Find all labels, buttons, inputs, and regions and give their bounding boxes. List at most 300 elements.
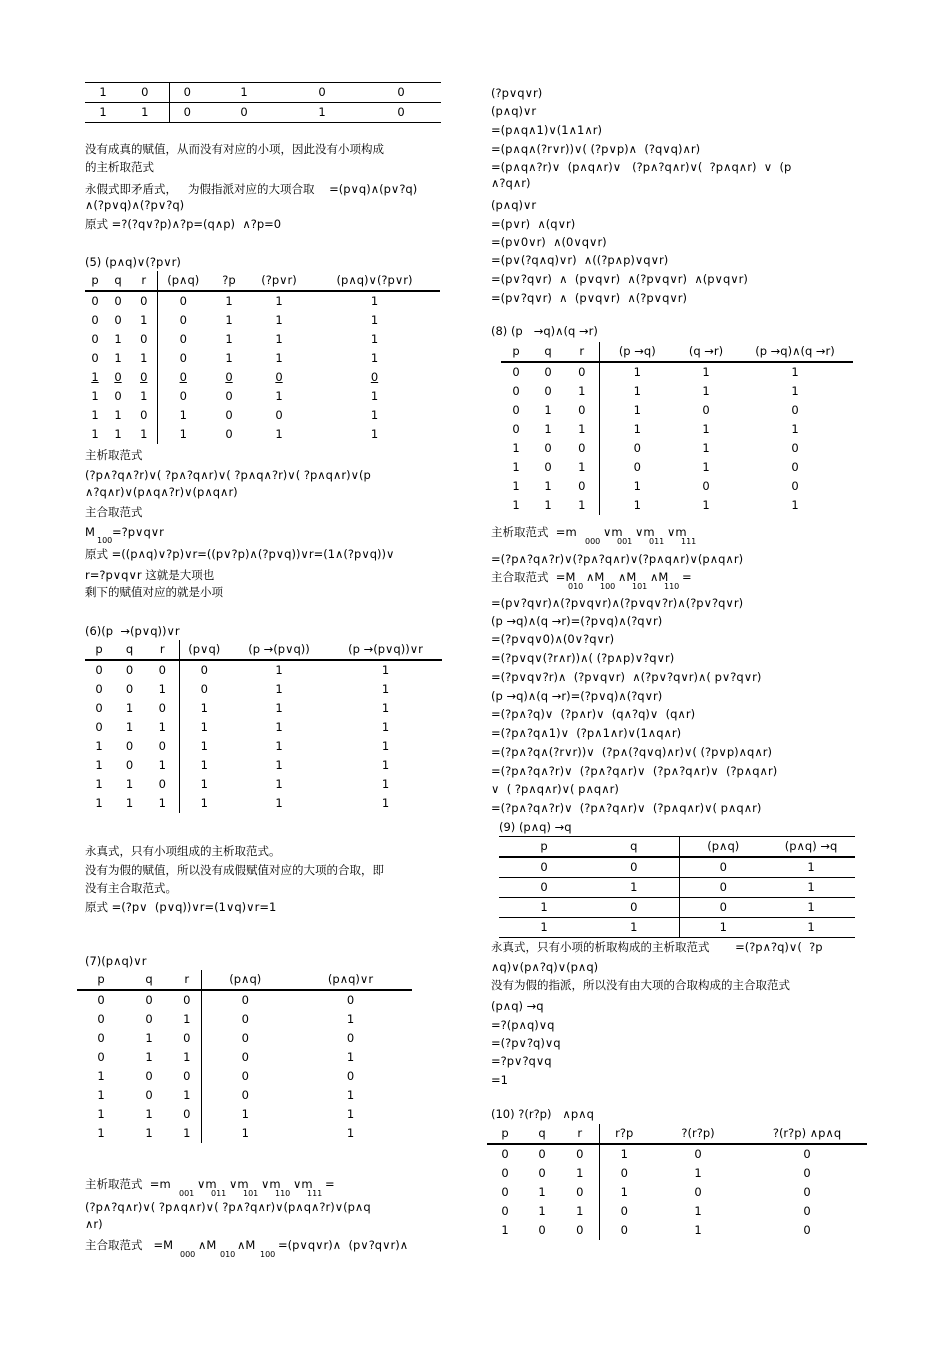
truth-table-8 [501, 342, 853, 515]
text-line: (?p∧?q∧?r)∨( ?p∧?q∧r)∨( ?p∧q∧?r)∨( ?p∧q∧r)∨(p [85, 468, 371, 482]
table-cell: 0 [599, 458, 675, 477]
table-cell: 1 [225, 313, 233, 327]
table-cell: 0 [157, 368, 209, 387]
table-row [85, 406, 440, 425]
table-cell: 0 [499, 857, 589, 878]
table-row [77, 1048, 412, 1067]
table-row [501, 401, 853, 420]
table-cell: 1 [275, 682, 283, 696]
table-row [499, 878, 855, 898]
table-cell: p [85, 271, 105, 291]
table-cell: 1 [346, 1126, 355, 1140]
table-cell: 0 [114, 294, 122, 308]
table-cell: 1 [179, 794, 229, 813]
table-cell: 1 [85, 103, 121, 123]
table-cell: 1 [599, 420, 675, 439]
text-line: =(p∧q∧?r)∨ (p∧q∧r)∨ (?p∧?q∧r)∨( ?p∧q∧r) ∨ (p [491, 160, 792, 174]
table-cell: 1 [767, 898, 855, 918]
table-cell: 0 [114, 370, 122, 384]
text-line: (p∧q)∨r [491, 104, 537, 118]
table-cell: 0 [97, 993, 105, 1007]
table-row [85, 737, 442, 756]
table-cell: 0 [512, 403, 520, 417]
subscript: 100 [260, 1250, 276, 1259]
table-cell: 1 [544, 479, 552, 493]
table-cell: 0 [179, 660, 229, 680]
table-cell: r [173, 970, 201, 990]
table-cell: 1 [275, 332, 283, 346]
table-cell: 0 [578, 365, 586, 379]
table-cell: 1 [381, 663, 390, 677]
table-cell: (q →r) [675, 342, 737, 362]
table-cell: (p →q) [599, 342, 675, 362]
table-cell: 0 [157, 311, 209, 330]
table-cell: 0 [544, 441, 552, 455]
table-cell: 1 [589, 878, 679, 898]
table-cell: 1 [589, 918, 679, 938]
table-cell: 1 [179, 737, 229, 756]
table-cell: 1 [370, 389, 379, 403]
table-cell: 1 [275, 427, 283, 441]
table-cell: 1 [702, 460, 710, 474]
table-cell: 1 [205, 83, 283, 103]
table-cell: 1 [694, 1223, 702, 1237]
table-cell: 1 [370, 427, 379, 441]
text-line: =(?p∨q∨(?r∧r))∧( (?p∧p)∨?q∨r) [491, 651, 675, 665]
table-cell: 1 [183, 1050, 191, 1064]
text-line: ∨m [293, 1177, 313, 1191]
table-cell: 0 [544, 365, 552, 379]
table-cell: 0 [158, 777, 166, 791]
table-9-title: (9) (p∧q) →q [499, 820, 572, 834]
table-cell: 0 [702, 479, 710, 493]
table-cell: 1 [275, 720, 283, 734]
table-cell: 0 [499, 878, 589, 898]
text-line: 没有为假的指派，所以没有由大项的合取构成的主合取范式 [491, 978, 790, 992]
table-cell: 1 [125, 701, 134, 715]
table-cell: p [77, 970, 125, 990]
table-cell: 1 [183, 1126, 191, 1140]
table-cell: 0 [140, 294, 148, 308]
table-cell: 0 [169, 103, 205, 123]
table-cell: 1 [370, 294, 379, 308]
table-cell: 1 [91, 408, 99, 422]
table-cell: 1 [370, 313, 379, 327]
table-6-title: (6)(p →(p∨q))∨r [85, 624, 180, 638]
table-cell: 1 [702, 498, 710, 512]
text-line: =(?p∧?q∧(?r∨r))∨ (?p∧(?q∨q)∧r)∨( (?p∨p)∧q∧r) [491, 745, 772, 759]
table-row [77, 1010, 412, 1029]
table-row [85, 718, 442, 737]
table-cell: 1 [95, 758, 103, 772]
truth-table-7 [77, 970, 412, 1143]
text-line: =(?p∧?q∧?r)∨ (?p∧?q∧r)∨ (?p∧q∧r)∨( p∧q∧r) [491, 801, 762, 815]
table-cell: 1 [125, 720, 134, 734]
table-header-row [77, 970, 412, 990]
truth-table-5 [85, 271, 440, 444]
table-cell: q [531, 342, 565, 362]
text-line: (p∧q) →q [491, 999, 544, 1013]
table-cell: 1 [694, 1204, 702, 1218]
table-cell: 1 [158, 720, 166, 734]
text-line: =(p∨r) ∧(q∨r) [491, 217, 576, 231]
table-cell: (p →(p∨q))∨r [329, 640, 442, 660]
table-cell: 0 [599, 1164, 649, 1183]
text-line: ∧?q∧r) [491, 176, 531, 190]
table-cell: 0 [201, 1067, 289, 1086]
table-cell: (p∧q)∨(?p∨r) [309, 271, 440, 291]
table-cell: 1 [125, 796, 134, 810]
text-line: ∨m [603, 525, 623, 539]
table-cell: 1 [512, 460, 520, 474]
table-cell: 0 [589, 857, 679, 878]
table-cell: 0 [91, 294, 99, 308]
table-cell: 0 [157, 387, 209, 406]
table-row [501, 496, 853, 515]
truth-table-10 [487, 1124, 867, 1240]
table-cell: 0 [158, 739, 166, 753]
table-cell: 1 [97, 1088, 105, 1102]
text-line: =?(p∧q)∨q [491, 1018, 555, 1032]
table-cell: 0 [179, 680, 229, 699]
table-cell: 1 [381, 701, 390, 715]
table-row [487, 1221, 867, 1240]
table-cell: ?p [209, 271, 249, 291]
table-row [487, 1144, 867, 1164]
text-line: =(p∧q∧(?r∨r))∨( (?p∨p)∧ (?q∨q)∧r) [491, 142, 701, 156]
table-row [77, 1029, 412, 1048]
table-cell: 1 [346, 1050, 355, 1064]
text-line: 没有主合取范式。 [85, 881, 177, 895]
text-line: ∧M [650, 570, 669, 584]
table-cell: 1 [544, 422, 552, 436]
table-cell: 0 [95, 720, 103, 734]
subscript: 111 [681, 537, 697, 546]
table-cell: 1 [275, 701, 283, 715]
table-cell: 0 [803, 1223, 811, 1237]
table-cell: 1 [702, 384, 710, 398]
subscript: 100 [600, 582, 616, 591]
table-cell: 1 [91, 389, 99, 403]
table-cell: 0 [97, 1031, 105, 1045]
table-cell: r [561, 1124, 599, 1144]
table-cell: 1 [381, 758, 390, 772]
table-cell: 0 [576, 1223, 584, 1237]
table-cell: 0 [538, 1147, 546, 1161]
text-line: =(p∨?q∨r) ∧ (p∨q∨r) ∧(?p∨q∨r) ∧(p∨q∨r) [491, 272, 748, 286]
table-cell: 1 [702, 441, 710, 455]
text-line: ∧M [237, 1238, 256, 1252]
table-cell: 0 [145, 1012, 153, 1026]
text-line: =(p∨(?q∧q)∨r) ∧((?p∧p)∨q∨r) [491, 253, 669, 267]
table-cell: 1 [381, 777, 390, 791]
table-row [85, 699, 442, 718]
table-row [85, 349, 440, 368]
table-header-row [85, 640, 442, 660]
table-cell: 0 [158, 663, 166, 677]
table-cell: 1 [599, 362, 675, 382]
table-cell: 0 [121, 83, 169, 103]
subscript: 011 [649, 537, 665, 546]
table-cell: 0 [512, 365, 520, 379]
table-cell: 0 [201, 1029, 289, 1048]
table-cell: 1 [791, 422, 799, 436]
table-cell: 0 [791, 441, 799, 455]
table-cell: 1 [576, 1166, 584, 1180]
table-row [77, 1124, 412, 1143]
text-line: 原式 =((p∧q)∨?p)∨r=((p∨?p)∧(?p∨q))∨r=(1∧(?p∨q))∨ [85, 547, 395, 561]
table-cell: 1 [114, 351, 122, 365]
table-cell: 1 [114, 408, 122, 422]
text-line: ∨ ( ?p∧q∧r)∨( p∧q∧r) [491, 782, 619, 796]
text-line: =(?p∨q∨0)∧(0∨?q∨r) [491, 632, 615, 646]
table-cell: 0 [679, 857, 767, 878]
table-cell: 0 [544, 460, 552, 474]
subscript: 001 [617, 537, 633, 546]
table-row [501, 439, 853, 458]
table-cell: 1 [225, 351, 233, 365]
table-cell: 0 [346, 993, 355, 1007]
table-cell: 0 [114, 389, 122, 403]
text-line: ∧M [618, 570, 637, 584]
truth-table-9 [499, 836, 855, 938]
table-cell: 0 [125, 663, 134, 677]
text-line: =(p∨0∨r) ∧(0∨q∨r) [491, 235, 607, 249]
text-line: =(?p∧?q∧1)∨ (?p∧1∧r)∨(1∧q∧r) [491, 726, 682, 740]
table-cell: 0 [702, 403, 710, 417]
table-cell: 0 [501, 1147, 509, 1161]
subscript: 001 [179, 1189, 195, 1198]
table-cell: 1 [183, 1088, 191, 1102]
text-line: ∨m [261, 1177, 281, 1191]
table-header-row [85, 271, 440, 291]
subscript: 101 [243, 1189, 259, 1198]
table-cell: q [113, 640, 146, 660]
table-row [85, 83, 441, 103]
text-line: ∧M [586, 570, 605, 584]
table-cell: 0 [501, 1204, 509, 1218]
table-cell: 0 [91, 313, 99, 327]
table-cell: (p∧q) [157, 271, 209, 291]
table-cell: 1 [145, 1126, 153, 1140]
subscript: 011 [211, 1189, 227, 1198]
table-8-title: (8) (p →q)∧(q →r) [491, 324, 598, 338]
table-cell: 1 [225, 294, 233, 308]
table-cell: 0 [544, 384, 552, 398]
table-cell: 0 [599, 1221, 649, 1240]
table-cell: 1 [501, 1223, 509, 1237]
text-line: 主析取范式 [85, 448, 143, 462]
table-cell: (p∧q) →q [767, 837, 855, 858]
table-cell: 0 [95, 682, 103, 696]
table-cell: 1 [179, 775, 229, 794]
table-cell: 1 [275, 758, 283, 772]
table-cell: 1 [158, 682, 166, 696]
table-cell: 0 [183, 993, 191, 1007]
table-cell: 1 [158, 758, 166, 772]
table-cell: 0 [169, 83, 205, 103]
subscript: 110 [275, 1189, 291, 1198]
text-line: 没有成真的赋值，从而没有对应的小项，因此没有小项构成 [85, 142, 384, 156]
text-line: 没有为假的赋值，所以没有成假赋值对应的大项的合取，即 [85, 863, 384, 877]
table-row [501, 362, 853, 382]
table-header-row [487, 1124, 867, 1144]
table-cell: 1 [140, 389, 148, 403]
table-cell: q [105, 271, 131, 291]
table-cell: 1 [599, 401, 675, 420]
table-cell: 1 [95, 796, 103, 810]
table-cell: 0 [589, 898, 679, 918]
table-cell: 0 [346, 1031, 355, 1045]
table-cell: 1 [578, 422, 586, 436]
table-cell: 0 [145, 1069, 153, 1083]
text-line: r=?p∨q∨r 这就是大项也 [85, 568, 215, 582]
table-cell: 1 [576, 1204, 584, 1218]
table-cell: 1 [275, 351, 283, 365]
table-cell: 1 [512, 498, 520, 512]
table-row [85, 330, 440, 349]
table-cell: 1 [145, 1050, 153, 1064]
text-line: =(?p∨?q)∨q [491, 1036, 561, 1050]
table-cell: (p∨q) [179, 640, 229, 660]
table-cell: 0 [201, 1048, 289, 1067]
table-row [85, 425, 440, 444]
table-cell: r [565, 342, 599, 362]
table-cell: p [85, 640, 113, 660]
table-row [501, 477, 853, 496]
table-row [499, 898, 855, 918]
table-cell: 0 [157, 291, 209, 311]
table-cell: 1 [791, 384, 799, 398]
table-cell: 1 [179, 756, 229, 775]
table-cell: 1 [346, 1088, 355, 1102]
text-line: M [85, 525, 95, 539]
table-cell: 0 [576, 1185, 584, 1199]
subscript: 010 [220, 1250, 236, 1259]
text-line: ∨m [197, 1177, 217, 1191]
table-row [77, 1067, 412, 1086]
table-cell: 0 [501, 1166, 509, 1180]
table-cell: q [523, 1124, 561, 1144]
table-cell: 0 [205, 103, 283, 123]
table-cell: 1 [97, 1069, 105, 1083]
text-line: 原式 =(?p∨ (p∨q))∨r=(1∨q)∨r=1 [85, 900, 277, 914]
text-line: =?p∨q∨r [112, 525, 164, 539]
table-cell: 0 [538, 1223, 546, 1237]
table-cell: 1 [512, 479, 520, 493]
table-cell: 0 [694, 1147, 702, 1161]
table-cell: 1 [599, 1144, 649, 1164]
text-line: 主析取范式 =m [85, 1177, 171, 1191]
table-cell: 1 [140, 427, 148, 441]
text-line: =?p∨?q∨q [491, 1054, 552, 1068]
table-cell: 1 [275, 313, 283, 327]
table-cell: (p∧q) [679, 837, 767, 858]
table-cell: 0 [225, 370, 233, 384]
table-cell: 1 [381, 682, 390, 696]
table-cell: 1 [544, 498, 552, 512]
table-cell: p [487, 1124, 523, 1144]
table-cell: 0 [803, 1204, 811, 1218]
table-cell: 1 [201, 1124, 289, 1143]
table-cell: 1 [114, 332, 122, 346]
table-cell: 1 [791, 365, 799, 379]
table-cell: 1 [183, 1012, 191, 1026]
text-line: ∧q)∨(p∧?q)∨(p∧q) [491, 960, 599, 974]
table-cell: 0 [157, 349, 209, 368]
table-cell: 1 [679, 918, 767, 938]
table-cell: 1 [95, 739, 103, 753]
text-line: =(p∨?q∨r)∧(?p∨q∨r)∧(?p∨q∨?r)∧(?p∨?q∨r) [491, 596, 744, 610]
table-cell: 0 [97, 1050, 105, 1064]
table-row [85, 387, 440, 406]
table-cell: 1 [578, 498, 586, 512]
table-cell: 1 [275, 777, 283, 791]
table-cell: 0 [201, 1010, 289, 1029]
table-cell: 1 [346, 1107, 355, 1121]
table-cell: 1 [157, 425, 209, 444]
text-line: ∧(?p∨q)∧(?p∨?q) [85, 198, 185, 212]
table-cell: 0 [183, 1069, 191, 1083]
table-cell: 0 [791, 479, 799, 493]
table-row [501, 382, 853, 401]
table-cell: 1 [767, 857, 855, 878]
table-cell: 0 [275, 370, 283, 384]
table-cell: 1 [694, 1166, 702, 1180]
table-7-title: (7)(p∧q)∨r [85, 954, 147, 968]
table-cell: 0 [125, 682, 134, 696]
text-line: 主合取范式 [85, 505, 143, 519]
table-cell: 1 [275, 796, 283, 810]
table-cell: 1 [158, 796, 166, 810]
table-cell: 1 [381, 720, 390, 734]
table-cell: 1 [275, 739, 283, 753]
table-cell: 1 [767, 878, 855, 898]
table-cell: 1 [125, 777, 134, 791]
table-row [487, 1202, 867, 1221]
table-cell: 0 [183, 1107, 191, 1121]
table-cell: 0 [95, 701, 103, 715]
text-line: ∧M [198, 1238, 217, 1252]
table-row [85, 775, 442, 794]
table-cell: 0 [599, 1202, 649, 1221]
table-row [85, 368, 440, 387]
table-cell: 0 [501, 1185, 509, 1199]
subscript: 100 [97, 536, 113, 545]
table-cell: 1 [370, 351, 379, 365]
table-cell: 1 [145, 1031, 153, 1045]
table-cell: 0 [140, 408, 148, 422]
table-cell: 0 [346, 1069, 355, 1083]
text-line: 原式 =?(?q∨?p)∧?p=(q∧p) ∧?p=0 [85, 217, 282, 231]
table-row [77, 990, 412, 1010]
table-cell: 0 [140, 370, 148, 384]
text-line: 永真式，只有小项组成的主析取范式。 [85, 844, 281, 858]
table-cell: 0 [578, 479, 586, 493]
text-line: ∨m [667, 525, 687, 539]
text-line: 永假式即矛盾式， 为假指派对应的大项合取 =(p∨q)∧(p∨?q) [85, 182, 418, 196]
text-line: =(p∧q∧1)∨(1∧1∧r) [491, 123, 602, 137]
table-header-row [501, 342, 853, 362]
table-cell: 1 [97, 1107, 105, 1121]
text-line: 主析取范式 =m [491, 525, 577, 539]
table-cell: 0 [578, 441, 586, 455]
table-cell: 0 [95, 663, 103, 677]
table-cell: 1 [140, 351, 148, 365]
table-cell: 0 [370, 370, 379, 384]
table-cell: 1 [179, 718, 229, 737]
table-cell: 1 [140, 313, 148, 327]
